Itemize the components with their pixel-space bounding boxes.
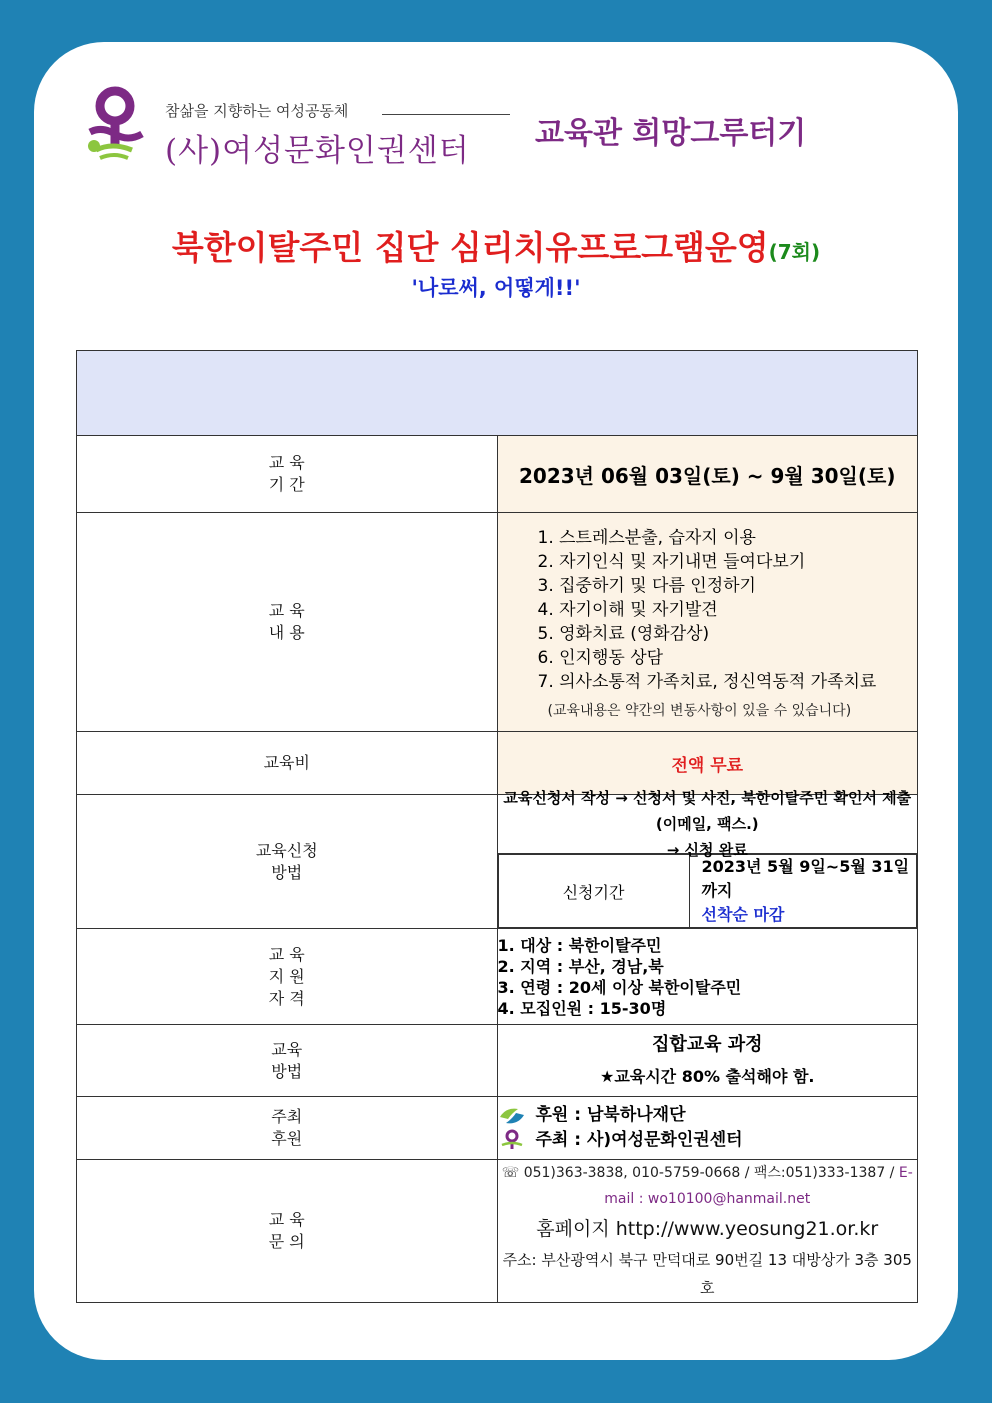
table-row-apply bbox=[77, 795, 918, 929]
list-item: 1. 스트레스분출, 습자지 이용 bbox=[537, 528, 756, 548]
contact-phone-line bbox=[498, 1160, 918, 1212]
method-label bbox=[77, 1025, 498, 1097]
contact-address: 주소: 부산광역시 북구 만덕대로 90번길 13 대방상가 3층 305호 bbox=[502, 1251, 912, 1297]
qualification-label-l2: 지 원 bbox=[268, 966, 305, 986]
host-row bbox=[498, 1128, 918, 1153]
list-item: 3. 집중하기 및 다름 인정하기 bbox=[537, 576, 756, 596]
page-tagline: '나로써, 어떻게!!' bbox=[411, 276, 581, 300]
period-label bbox=[77, 436, 498, 513]
title-count: (7회) bbox=[768, 240, 821, 264]
foundation-logo-icon bbox=[498, 1105, 526, 1127]
sponsor-label-l1: 주최 bbox=[271, 1107, 303, 1126]
contact-email[interactable]: E-mail : wo10100@hanmail.net bbox=[604, 1165, 913, 1207]
qualification-value bbox=[497, 929, 918, 1025]
list-item: 4. 자기이해 및 자기발견 bbox=[537, 600, 718, 620]
org-logo-icon bbox=[82, 84, 148, 164]
list-item: 6. 인지행동 상담 bbox=[537, 648, 664, 668]
page-title bbox=[0, 222, 992, 269]
inquiry-label bbox=[77, 1160, 498, 1303]
apply-step-line1: 교육신청서 작성 → 신청서 및 사진, 북한이탈주민 확인서 제출(이메일, 팩스.) bbox=[503, 789, 912, 833]
apply-step-line2: → 신청 완료 bbox=[666, 841, 748, 859]
apply-label-l1: 교육신청 bbox=[255, 840, 318, 860]
apply-steps bbox=[498, 789, 918, 859]
apply-value bbox=[497, 789, 918, 929]
fee-value: 전액 무료 bbox=[497, 732, 918, 795]
apply-label-l2: 방법 bbox=[271, 862, 303, 882]
list-item: 7. 의사소통적 가족치료, 정신역동적 가족치료 bbox=[537, 672, 877, 692]
method-line2: ★교육시간 80% 출석해야 함. bbox=[599, 1066, 815, 1086]
list-item: 1. 대상 : 북한이탈주민 bbox=[497, 935, 662, 955]
slogan-divider bbox=[382, 114, 510, 115]
host-text: 주최 : 사)여성문화인권센터 bbox=[535, 1130, 743, 1150]
list-item: 3. 연령 : 20세 이상 북한이탈주민 bbox=[497, 977, 742, 997]
content-label bbox=[77, 513, 498, 732]
apply-period-table bbox=[498, 854, 918, 928]
qualification-label-l3: 자 격 bbox=[268, 988, 305, 1008]
method-label-l1: 교육 bbox=[271, 1039, 303, 1059]
method-label-l2: 방법 bbox=[271, 1061, 303, 1081]
org-small-logo-icon bbox=[498, 1129, 526, 1153]
content-label-l1: 교 육 bbox=[268, 601, 305, 620]
table-header-cell bbox=[77, 351, 918, 436]
period-value: 2023년 06월 03일(토) ~ 9월 30일(토) bbox=[497, 436, 918, 513]
apply-period-dates: 2023년 5월 9일~5월 31일까지 bbox=[701, 857, 910, 900]
inquiry-label-l1: 교 육 bbox=[268, 1210, 305, 1229]
support-text: 후원 : 남북하나재단 bbox=[535, 1105, 686, 1125]
content-value bbox=[497, 513, 918, 732]
period-label-l2: 기 간 bbox=[268, 475, 305, 494]
table-row-inquiry bbox=[77, 1160, 918, 1303]
apply-period-label: 신청기간 bbox=[498, 855, 689, 928]
table-row-period bbox=[77, 436, 918, 513]
org-name: (사)여성문화인권센터 bbox=[165, 133, 470, 169]
sponsor-label bbox=[77, 1097, 498, 1160]
table-row-method bbox=[77, 1025, 918, 1097]
support-row bbox=[498, 1103, 918, 1128]
fee-label: 교육비 bbox=[77, 732, 498, 795]
sponsor-label-l2: 후원 bbox=[271, 1129, 303, 1148]
title-main: 북한이탈주민 집단 심리치유프로그램운영 bbox=[171, 228, 769, 267]
table-row-content bbox=[77, 513, 918, 732]
table-row-sponsor bbox=[77, 1097, 918, 1160]
info-table bbox=[76, 350, 918, 1303]
slogan: 참삶을 지향하는 여성공동체 bbox=[165, 102, 349, 120]
apply-label bbox=[77, 795, 498, 929]
venue-name: 교육관 희망그루터기 bbox=[535, 116, 807, 151]
list-item: 5. 영화치료 (영화감상) bbox=[537, 624, 710, 644]
qualification-label bbox=[77, 929, 498, 1025]
list-item: 2. 자기인식 및 자기내면 들여다보기 bbox=[537, 552, 806, 572]
content-list bbox=[498, 518, 918, 694]
contact-phone: ☏ 051)363-3838, 010-5759-0668 / 팩스:051)333-1387 / bbox=[501, 1165, 895, 1181]
content-note: (교육내용은 약간의 변동사항이 있을 수 있습니다) bbox=[547, 703, 852, 719]
table-row-qualification bbox=[77, 929, 918, 1025]
table-header-row bbox=[77, 351, 918, 436]
qualification-label-l1: 교 육 bbox=[268, 944, 305, 964]
period-label-l1: 교 육 bbox=[268, 453, 305, 472]
list-item: 4. 모집인원 : 15-30명 bbox=[497, 998, 667, 1018]
method-line1: 집합교육 과정 bbox=[651, 1033, 763, 1055]
inquiry-label-l2: 문 의 bbox=[268, 1232, 305, 1251]
method-value bbox=[497, 1025, 918, 1097]
sponsor-value bbox=[497, 1097, 918, 1160]
content-label-l2: 내 용 bbox=[268, 623, 305, 642]
apply-period-note: 선착순 마감 bbox=[701, 905, 785, 924]
homepage-link[interactable]: 홈페이지 http://www.yeosung21.or.kr bbox=[536, 1218, 879, 1240]
inquiry-value bbox=[497, 1160, 918, 1303]
list-item: 2. 지역 : 부산, 경남,북 bbox=[497, 956, 664, 976]
apply-period-value bbox=[689, 855, 917, 928]
